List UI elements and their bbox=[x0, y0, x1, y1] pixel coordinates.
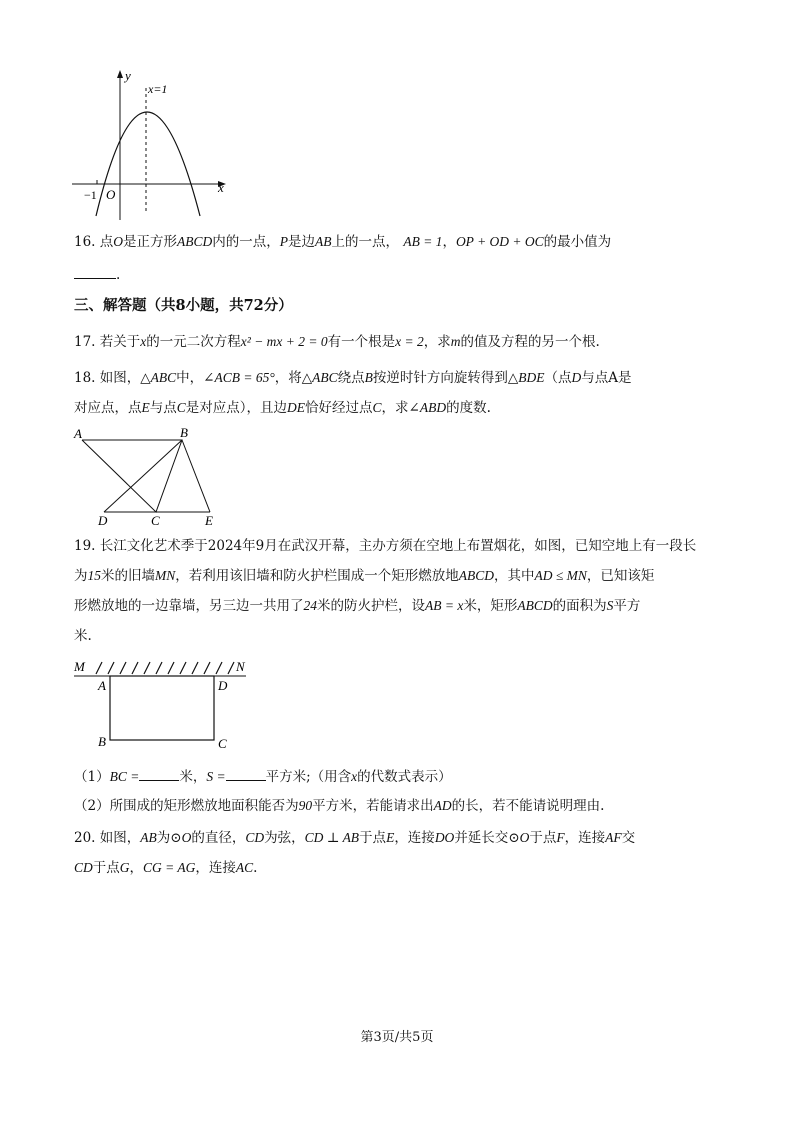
point-label-C: C bbox=[218, 736, 227, 751]
point-label-A: A bbox=[74, 426, 82, 441]
circle-symbol: ⊙ bbox=[508, 830, 520, 846]
question-19-part-2 bbox=[74, 796, 604, 816]
text: ，将 bbox=[274, 370, 302, 386]
question-19-line-2 bbox=[74, 566, 654, 586]
text: 米的旧墙 bbox=[101, 568, 155, 584]
text: ， bbox=[129, 860, 144, 876]
text: 绕点 bbox=[337, 370, 365, 386]
text: 米的防火护栏，设 bbox=[317, 598, 425, 614]
question-16-answer bbox=[74, 264, 120, 285]
question-number: 20. bbox=[74, 830, 96, 846]
math-var: MN bbox=[155, 568, 176, 583]
text: 对应点，点 bbox=[74, 400, 142, 416]
parabola-graph bbox=[66, 66, 236, 226]
text: 与点A是 bbox=[581, 370, 632, 386]
math-var: AF bbox=[605, 830, 622, 845]
point-label-D: D bbox=[218, 678, 228, 693]
text: 米， bbox=[179, 769, 207, 785]
math-var: AD bbox=[433, 798, 452, 813]
point-label-N: N bbox=[236, 659, 245, 674]
math-var: CD bbox=[245, 830, 265, 845]
question-number: 17. bbox=[74, 334, 96, 350]
math-var: O bbox=[113, 234, 124, 249]
text: 内的一点， bbox=[212, 234, 280, 250]
question-20-line-2 bbox=[74, 858, 257, 878]
text: 于点 bbox=[359, 830, 387, 846]
math-var: F bbox=[556, 830, 565, 845]
rectangle-wall-figure bbox=[70, 656, 260, 752]
triangle-rotation-figure bbox=[70, 424, 230, 530]
math-var: P bbox=[279, 234, 289, 249]
part-number: （2） bbox=[74, 798, 110, 814]
math-var: D bbox=[571, 370, 582, 385]
point-label-A: A bbox=[98, 678, 106, 693]
question-19-line-3 bbox=[74, 596, 640, 616]
answer-blank[interactable] bbox=[74, 264, 116, 279]
text: ，其中 bbox=[494, 568, 535, 584]
segment-AB-BC-CA bbox=[82, 440, 182, 512]
origin-label: O bbox=[106, 187, 116, 202]
point-label-B: B bbox=[98, 734, 106, 749]
text: 长江文化艺术季于2024年9月在武汉开幕，主办方须在空地上布置烟花，如图，已知空地上有一段长 bbox=[99, 538, 697, 554]
text: 平方米;（用含 bbox=[265, 769, 352, 785]
text: 有一个根是 bbox=[327, 334, 396, 350]
text: 米，矩形 bbox=[463, 598, 518, 614]
text: ，若利用该旧墙和防火护栏围成一个矩形燃放地 bbox=[175, 568, 459, 584]
text: 的代数式表示） bbox=[357, 769, 452, 785]
text: 于点 bbox=[92, 860, 120, 876]
text: 的一元二次方程 bbox=[146, 334, 241, 350]
text: . bbox=[116, 267, 121, 283]
math-var: x bbox=[351, 769, 358, 784]
math-var: ABCD bbox=[517, 598, 553, 613]
math-var: AC bbox=[235, 860, 254, 875]
text: 与点 bbox=[149, 400, 177, 416]
point-label-B: B bbox=[180, 425, 188, 440]
point-label-C: C bbox=[151, 513, 160, 528]
answer-blank-BC[interactable] bbox=[139, 766, 179, 781]
text: 并延长交 bbox=[454, 830, 509, 846]
math-var: E bbox=[386, 830, 395, 845]
text: ，求 bbox=[423, 334, 451, 350]
segment-BD bbox=[104, 440, 182, 512]
math-var: x bbox=[140, 334, 147, 349]
point-label-E: E bbox=[205, 513, 213, 528]
part-number: （1） bbox=[74, 769, 110, 785]
point-label-D: D bbox=[98, 513, 108, 528]
math-expr: AB = x bbox=[425, 598, 464, 613]
math-var: B bbox=[364, 370, 373, 385]
question-20 bbox=[74, 828, 635, 848]
text: 如图， bbox=[99, 830, 141, 846]
math-var: AB bbox=[315, 234, 332, 249]
y-axis-label: y bbox=[125, 68, 131, 83]
text: 为 bbox=[156, 830, 171, 846]
question-17 bbox=[74, 332, 600, 352]
math-expr: S = bbox=[206, 769, 226, 784]
question-16 bbox=[74, 232, 611, 252]
text: 是边 bbox=[288, 234, 316, 250]
text: 平方米，若能请求出 bbox=[312, 798, 434, 814]
math-expr: ∠ABD bbox=[408, 400, 447, 415]
math-var: C bbox=[176, 400, 186, 415]
text: 的最小值为 bbox=[543, 234, 612, 250]
section-heading: 三、解答题（共8小题，共72分） bbox=[74, 297, 293, 314]
text: 的直径， bbox=[191, 830, 246, 846]
text: 为弦， bbox=[264, 830, 305, 846]
math-var: m bbox=[450, 334, 461, 349]
symmetry-axis-label: x=1 bbox=[148, 82, 168, 96]
math-var: AB bbox=[140, 830, 157, 845]
text: （点 bbox=[544, 370, 572, 386]
number: 15 bbox=[87, 568, 101, 583]
math-var: CD bbox=[74, 860, 93, 875]
math-var: C bbox=[372, 400, 382, 415]
point-label-M: M bbox=[74, 659, 85, 674]
math-expr: BC = bbox=[109, 769, 140, 784]
x-axis-label: x bbox=[218, 180, 224, 195]
page-footer: 第3页/共5页 bbox=[360, 1030, 434, 1045]
number: 90 bbox=[298, 798, 313, 813]
text: ，连接 bbox=[564, 830, 606, 846]
text: 所围成的矩形燃放地面积能否为 bbox=[109, 798, 299, 814]
text: 中， bbox=[176, 370, 204, 386]
question-number: 18. bbox=[74, 370, 96, 386]
text: 形燃放地的一边靠墙，另三边一共用了 bbox=[74, 598, 304, 614]
text: 的长，若不能请说明理由. bbox=[451, 798, 605, 814]
question-19 bbox=[74, 536, 696, 556]
text: . bbox=[253, 860, 258, 876]
text: 恰好经过点 bbox=[305, 400, 373, 416]
question-18-line-2 bbox=[74, 398, 491, 418]
y-axis-arrow-icon bbox=[117, 70, 123, 78]
question-number: 19. bbox=[74, 538, 96, 554]
math-var: ABCD bbox=[458, 568, 494, 583]
math-var: E bbox=[141, 400, 150, 415]
text: ，已知该矩 bbox=[586, 568, 655, 584]
math-expr: △ABC bbox=[301, 370, 338, 385]
text: 若关于 bbox=[99, 334, 141, 350]
math-expr: △BDE bbox=[507, 370, 545, 385]
math-expr: OP + OD + OC bbox=[455, 234, 544, 249]
math-expr: △ABC bbox=[140, 370, 177, 385]
text: ，求 bbox=[381, 400, 409, 416]
math-expr: CD ⊥ AB bbox=[304, 830, 360, 845]
number: 24 bbox=[303, 598, 317, 613]
answer-blank-S[interactable] bbox=[226, 766, 266, 781]
math-expr: CG = AG bbox=[143, 860, 196, 875]
math-expr: ∠ACB = 65° bbox=[203, 370, 275, 385]
text: ，连接 bbox=[195, 860, 236, 876]
math-var: G bbox=[119, 860, 130, 875]
math-expr: x = 2 bbox=[395, 334, 424, 349]
question-number: 16. bbox=[74, 234, 96, 250]
text: 的值及方程的另一个根. bbox=[460, 334, 600, 350]
text: 为 bbox=[74, 568, 88, 584]
neg-one-label: −1 bbox=[84, 188, 97, 202]
text: 点 bbox=[99, 234, 114, 250]
text: 平方 bbox=[613, 598, 641, 614]
text: 如图， bbox=[99, 370, 141, 386]
math-var: ABCD bbox=[177, 234, 213, 249]
text: ， bbox=[442, 234, 456, 250]
question-19-part-1 bbox=[74, 766, 452, 787]
math-var: O bbox=[181, 830, 192, 845]
text: 是正方形 bbox=[123, 234, 178, 250]
text: 于点 bbox=[529, 830, 557, 846]
text: 的面积为 bbox=[552, 598, 607, 614]
math-var: DO bbox=[434, 830, 455, 845]
math-var: O bbox=[519, 830, 530, 845]
segment-BE bbox=[182, 440, 210, 512]
question-19-line-4 bbox=[74, 626, 92, 646]
text: 米. bbox=[74, 628, 92, 644]
text: ，连接 bbox=[394, 830, 435, 846]
circle-symbol: ⊙ bbox=[170, 830, 182, 846]
rectangle-ABCD bbox=[110, 676, 214, 740]
math-var: S bbox=[606, 598, 614, 613]
math-expr: x² − mx + 2 = 0 bbox=[240, 334, 328, 349]
text: 按逆时针方向旋转得到 bbox=[372, 370, 508, 386]
text: 的度数. bbox=[446, 400, 491, 416]
math-expr: AD ≤ MN bbox=[534, 568, 587, 583]
text: 上的一点， bbox=[331, 234, 400, 250]
wall-hatching bbox=[96, 662, 234, 674]
math-var: DE bbox=[287, 400, 306, 415]
math-expr: AB = 1 bbox=[403, 234, 443, 249]
question-18 bbox=[74, 368, 632, 388]
text: 是对应点），且边 bbox=[185, 400, 288, 416]
text: 交 bbox=[621, 830, 636, 846]
